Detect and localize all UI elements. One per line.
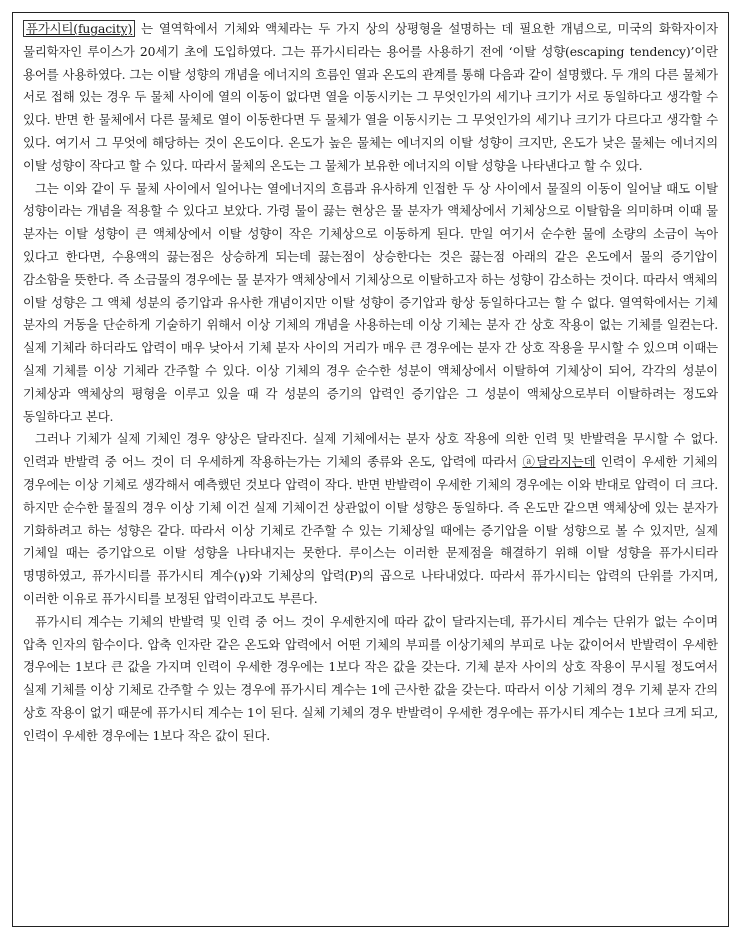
passage-box [12, 12, 729, 927]
paragraph-1 [23, 18, 718, 178]
paragraph-3-text-after: 인력이 우세한 기체의 경우에는 이상 기체로 생각해서 예측했던 것보다 압력이 작다. 반면 반발력이 우세한 기체의 경우에는 이와 반대로 압력이 더 크다. 하지만 순수한 물질의 경우 이상 기체 이건 실제 기체이건 상관없이 이탈 성향은 동일하다. 즉 온도만 같으면 액체상에 있는 분자가 기화하려고 하는 성향은 같다. 따라서 이상 기체로 간주할 수 있는 기체상일 때에는 증기압을 이탈 성향으로 볼 수 있지만, 실제 기체일 때는 증기압으로 이탈 성향을 나타내지는 못한다. 루이스는 이러한 문제점을 해결하기 위해 이탈 성향을 퓨가시티라 명명하였고, 퓨가시티를 퓨가시티 계수(γ)와 기체상의 압력(P)의 곱으로 나타내었다. 따라서 퓨가시티는 압력의 단위를 가지며, 이러한 이유로 퓨가시티를 보정된 압력이라고도 부른다. [23, 454, 718, 606]
paragraph-1-text: 는 열역학에서 기체와 액체라는 두 가지 상의 상평형을 설명하는 데 필요한 개념으로, 미국의 화학자이자 물리학자인 루이스가 20세기 초에 도입하였다. 그는 퓨가시티라는 용어를 사용하기 전에 ‘이탈 성향(escaping tendency)’이란 용어를 사용하였다. 그는 이탈 성향의 개념을 에너지의 흐름인 열과 온도의 관계를 통해 다음과 같이 설명했다. 두 개의 다른 물체가 서로 접해 있는 경우 두 물체 사이에 열의 이동이 없다면 열을 이동시키는 그 무엇인가의 세기나 크기가 서로 동일하다고 생각할 수 있다. 반면 한 물체에서 다른 물체로 열이 이동한다면 두 물체가 열을 이동시키는 그 무엇인가의 세기나 크기가 다르다고 생각할 수 있다. 여기서 그 무엇에 해당하는 것이 온도이다. 온도가 높은 물체는 에너지의 이탈 성향이 크지만, 온도가 낮은 물체는 에너지의 이탈 성향이 작다고 할 수 있다. 따라서 물체의 온도는 그 물체가 보유한 에너지의 이탈 성향을 나타낸다고 할 수 있다. [23, 21, 718, 173]
paragraph-4: 퓨가시티 계수는 기체의 반발력 및 인력 중 어느 것이 우세한지에 따라 값이 달라지는데, 퓨가시티 계수는 단위가 없는 수이며 압축 인자의 함수이다. 압축 인자란 같은 온도와 압력에서 어떤 기체의 부피를 이상기체의 부피로 나눈 값이어서 반발력이 우세한 경우에는 1보다 큰 값을 가지며 인력이 우세한 경우에는 1보다 작은 값을 갖는다. 기체 분자 사이의 상호 작용이 무시될 정도여서 실제 기체를 이상 기체로 간주할 수 있는 경우에 퓨가시티 계수는 1에 근사한 값을 갖는다. 따라서 이상 기체의 경우 기체 분자 간의 상호 작용이 없기 때문에 퓨가시티 계수는 1이 된다. 실체 기체의 경우 반발력이 우세한 경우에는 퓨가시티 계수는 1보다 크게 되고, 인력이 우세한 경우에는 1보다 작은 값이 된다. [23, 613, 718, 743]
term-fugacity-box: 퓨가시티(fugacity) [23, 20, 135, 37]
paragraph-3-text-before: 그러나 기체가 실제 기체인 경우 양상은 달라진다. 실제 기체에서는 분자 상호 작용에 의한 인력 및 반발력을 무시할 수 없다. 인력과 반발력 중 어느 것이 더 우세하게 작용하는가는 기체의 종류와 온도, 압력에 따라서 [23, 431, 718, 470]
paragraph-2: 그는 이와 같이 두 물체 사이에서 일어나는 열에너지의 흐름과 유사하게 인접한 두 상 사이에서 물질의 이동이 일어날 때도 이탈 성향이라는 개념을 적용할 수 있다고 보았다. 가령 물이 끓는 현상은 물 분자가 액체상에서 기체상으로 이탈함을 의미하며 이때 물 분자는 이탈 성향이 큰 액체상에서 이탈 성향이 작은 기체상으로 이동하게 된다. 만일 여기서 순수한 물에 소량의 소금이 녹아 있다고 한다면, 수용액의 끓는점은 상승하게 되는데 끓는점이 상승한다는 것은 끓는점 아래의 같은 온도에서 물의 증기압이 감소함을 뜻한다. 즉 소금물의 경우에는 물 분자가 액체상에서 기체상으로 이탈하고자 하는 성향이 감소하는 것이다. 따라서 액체의 이탈 성향은 그 액체 성분의 증기압과 유사한 개념이지만 이탈 성향이 증기압과 항상 동일하다고는 할 수 없다. 열역학에서는 기체 분자의 거동을 단순하게 기술하기 위해서 이상 기체의 개념을 사용하는데 이상 기체는 분자 간 상호 작용이 없는 기체를 일컫는다. 실제 기체라 하더라도 압력이 매우 낮아서 기체 분자 사이의 거리가 매우 큰 경우에는 분자 간 상호 작용을 무시할 수 있으며 이때는 실제 기체를 이상 기체라 간주할 수 있다. 이상 기체의 경우 순수한 성분이 액체상에서 이탈하여 기체상이 되어, 각각의 성분이 기체상과 액체상의 평형을 이루고 있을 때 각 성분의 증기의 압력인 증기압은 그 성분이 액체상으로부터 이탈하려는 정도와 동일하다고 본다. [23, 180, 718, 424]
underlined-word-a: ⓐ달라지는데 [522, 454, 596, 470]
paragraph-3 [23, 428, 718, 610]
